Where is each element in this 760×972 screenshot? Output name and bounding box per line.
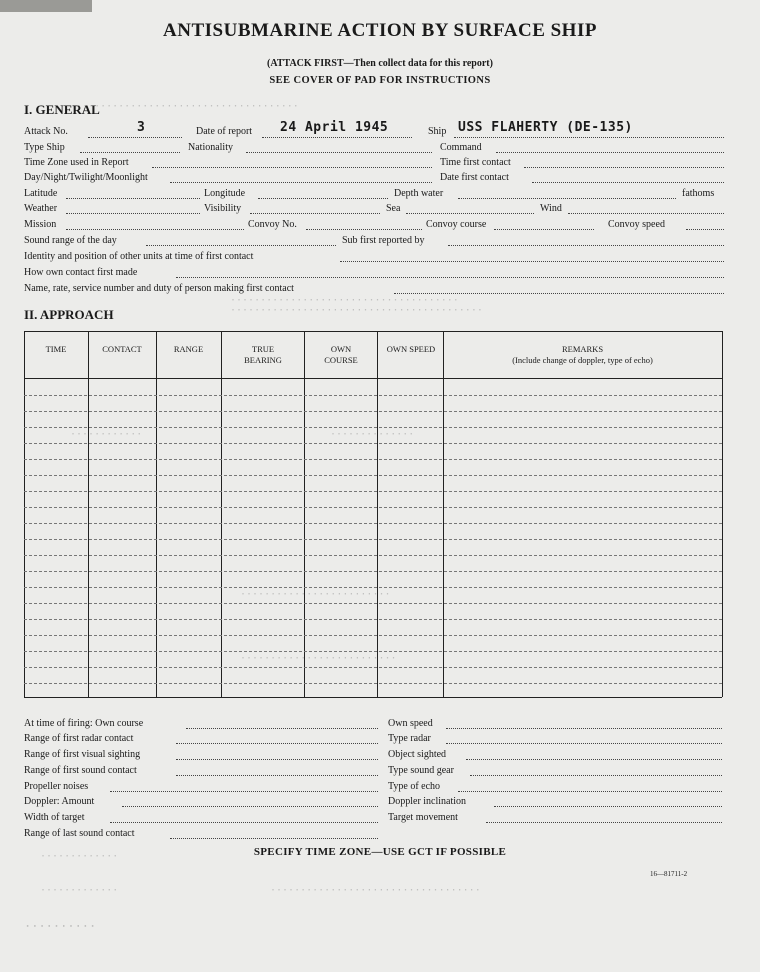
bleed-through-text: ...................................... bbox=[230, 296, 459, 307]
table-row bbox=[24, 475, 722, 476]
latitude-label: Latitude bbox=[24, 188, 58, 199]
col-header-range: RANGE bbox=[173, 344, 204, 354]
col-header-own-course: OWN COURSE bbox=[324, 344, 358, 365]
remarks-note: (Include change of doppler, type of echo) bbox=[512, 355, 653, 365]
date-line bbox=[262, 137, 412, 138]
sub-first-reported-label: Sub first reported by bbox=[342, 235, 425, 246]
type-radar-line bbox=[446, 743, 722, 744]
table-row bbox=[24, 603, 722, 604]
identity-line bbox=[340, 261, 724, 262]
attack-no-value: 3 bbox=[137, 120, 146, 135]
table-top-border bbox=[24, 331, 722, 332]
table-row bbox=[24, 459, 722, 460]
table-row bbox=[24, 619, 722, 620]
column-divider bbox=[88, 331, 89, 697]
table-header-rule bbox=[24, 378, 722, 379]
table-row bbox=[24, 571, 722, 572]
target-movement-line bbox=[486, 822, 722, 823]
how-contact-line bbox=[176, 277, 724, 278]
column-divider bbox=[377, 331, 378, 697]
sea-line bbox=[406, 213, 534, 214]
name-rate-label: Name, rate, service number and duty of person making first contact bbox=[24, 283, 294, 294]
identity-label: Identity and position of other units at time of first contact bbox=[24, 251, 254, 262]
type-ship-label: Type Ship bbox=[24, 142, 65, 153]
depth-water-line bbox=[458, 198, 676, 199]
sound-range-line bbox=[146, 245, 336, 246]
column-divider bbox=[156, 331, 157, 697]
col-header-own-speed: OWN SPEED bbox=[386, 344, 436, 354]
ship-label: Ship bbox=[428, 126, 447, 137]
own-course-line bbox=[186, 728, 378, 729]
bleed-through-text: ...................................... bbox=[70, 102, 299, 113]
type-ship-line bbox=[80, 152, 180, 153]
propeller-noises-line bbox=[110, 791, 378, 792]
table-bottom-border bbox=[24, 697, 722, 698]
longitude-line bbox=[258, 198, 388, 199]
weather-line bbox=[66, 213, 200, 214]
own-course-label: At time of firing: Own course bbox=[24, 718, 144, 729]
table-row bbox=[24, 587, 722, 588]
time-zone-line bbox=[152, 167, 432, 168]
col-header-remarks bbox=[443, 344, 722, 366]
doppler-amount-line bbox=[122, 806, 378, 807]
nationality-label: Nationality bbox=[188, 142, 233, 153]
convoy-speed-line bbox=[686, 229, 724, 230]
visual-sighting-label: Range of first visual sighting bbox=[24, 749, 141, 760]
doppler-inclination-label: Doppler inclination bbox=[388, 796, 467, 807]
bleed-through-text: ................................... bbox=[270, 886, 481, 897]
radar-contact-label: Range of first radar contact bbox=[24, 733, 134, 744]
column-divider bbox=[443, 331, 444, 697]
bleed-through-text: ............ bbox=[70, 430, 143, 441]
radar-contact-line bbox=[176, 743, 378, 744]
sub-first-reported-line bbox=[448, 245, 724, 246]
table-row bbox=[24, 523, 722, 524]
latitude-line bbox=[66, 198, 200, 199]
section-approach-heading: II. APPROACH bbox=[24, 307, 114, 322]
visibility-label: Visibility bbox=[204, 203, 242, 214]
date-first-contact-line bbox=[532, 182, 724, 183]
table-row bbox=[24, 443, 722, 444]
how-contact-label: How own contact first made bbox=[24, 267, 138, 278]
bleed-through-text: ......................... bbox=[240, 590, 391, 601]
attack-no-label: Attack No. bbox=[24, 126, 68, 137]
sound-contact-line bbox=[176, 775, 378, 776]
last-sound-contact-label: Range of last sound contact bbox=[24, 828, 135, 839]
type-echo-label: Type of echo bbox=[388, 781, 441, 792]
time-zone-label: Time Zone used in Report bbox=[24, 157, 129, 168]
doppler-amount-label: Doppler: Amount bbox=[24, 796, 95, 807]
sound-range-label: Sound range of the day bbox=[24, 235, 117, 246]
visibility-line bbox=[250, 213, 380, 214]
last-sound-contact-line bbox=[170, 838, 378, 839]
attack-no-line bbox=[88, 137, 182, 138]
scan-edge-mark bbox=[0, 0, 92, 12]
width-target-label: Width of target bbox=[24, 812, 85, 823]
table-row bbox=[24, 635, 722, 636]
table-row bbox=[24, 427, 722, 428]
bleed-through-text: ............. bbox=[40, 886, 119, 897]
wind-line bbox=[568, 213, 724, 214]
form-title: ANTISUBMARINE ACTION BY SURFACE SHIP bbox=[163, 20, 597, 41]
sound-gear-label: Type sound gear bbox=[388, 765, 454, 776]
bleed-through-text: .............. bbox=[330, 430, 415, 441]
specify-time-zone-note: SPECIFY TIME ZONE—USE GCT IF POSSIBLE bbox=[253, 846, 507, 858]
command-label: Command bbox=[440, 142, 482, 153]
fathoms-label: fathoms bbox=[682, 188, 715, 199]
doppler-inclination-line bbox=[494, 806, 722, 807]
form-subtitle: (ATTACK FIRST—Then collect data for this report) bbox=[267, 58, 493, 69]
bleed-through-text: .......................... bbox=[240, 654, 397, 665]
own-speed-line bbox=[446, 728, 722, 729]
bleed-through-text: ............. bbox=[40, 852, 119, 863]
depth-water-label: Depth water bbox=[394, 188, 444, 199]
table-left-border bbox=[24, 331, 25, 697]
object-sighted-line bbox=[466, 759, 722, 760]
column-divider bbox=[221, 331, 222, 697]
table-row bbox=[24, 411, 722, 412]
column-divider bbox=[304, 331, 305, 697]
propeller-noises-label: Propeller noises bbox=[24, 781, 89, 792]
command-line bbox=[496, 152, 724, 153]
col-header-true-bearing: TRUE BEARING bbox=[244, 344, 282, 365]
time-first-contact-line bbox=[524, 167, 724, 168]
table-row bbox=[24, 667, 722, 668]
table-right-border bbox=[722, 331, 723, 697]
col-header-contact: CONTACT bbox=[102, 344, 142, 354]
wind-label: Wind bbox=[540, 203, 562, 214]
mission-label: Mission bbox=[24, 219, 57, 230]
mission-line bbox=[66, 229, 244, 230]
convoy-no-line bbox=[306, 229, 422, 230]
form-number: 16—81711-2 bbox=[650, 870, 688, 878]
convoy-course-label: Convoy course bbox=[426, 219, 487, 230]
name-rate-line bbox=[394, 293, 724, 294]
sound-contact-label: Range of first sound contact bbox=[24, 765, 137, 776]
convoy-no-label: Convoy No. bbox=[248, 219, 297, 230]
width-target-line bbox=[110, 822, 378, 823]
day-night-label: Day/Night/Twilight/Moonlight bbox=[24, 172, 148, 183]
table-row bbox=[24, 555, 722, 556]
sound-gear-line bbox=[470, 775, 722, 776]
bleed-through-text: .......... bbox=[24, 922, 97, 936]
ship-line bbox=[454, 137, 724, 138]
type-echo-line bbox=[458, 791, 722, 792]
weather-label: Weather bbox=[24, 203, 58, 214]
own-speed-label: Own speed bbox=[388, 718, 433, 729]
date-first-contact-label: Date first contact bbox=[440, 172, 509, 183]
table-row bbox=[24, 683, 722, 684]
convoy-course-line bbox=[494, 229, 594, 230]
convoy-speed-label: Convoy speed bbox=[608, 219, 665, 230]
date-of-report-label: Date of report bbox=[196, 126, 253, 137]
ship-value: USS FLAHERTY (DE-135) bbox=[458, 120, 633, 135]
type-radar-label: Type radar bbox=[388, 733, 431, 744]
table-row bbox=[24, 395, 722, 396]
target-movement-label: Target movement bbox=[388, 812, 458, 823]
bleed-through-text: .......................................... bbox=[230, 306, 483, 317]
table-row bbox=[24, 491, 722, 492]
section-general-heading: I. GENERAL bbox=[24, 102, 100, 117]
table-row bbox=[24, 651, 722, 652]
date-of-report-value: 24 April 1945 bbox=[280, 120, 389, 135]
day-night-line bbox=[170, 182, 432, 183]
sea-label: Sea bbox=[386, 203, 401, 214]
longitude-label: Longitude bbox=[204, 188, 246, 199]
table-row bbox=[24, 507, 722, 508]
object-sighted-label: Object sighted bbox=[388, 749, 447, 760]
table-row bbox=[24, 539, 722, 540]
remarks-title: REMARKS bbox=[561, 344, 604, 354]
col-header-time: TIME bbox=[45, 344, 67, 354]
nationality-line bbox=[246, 152, 432, 153]
form-instructions: SEE COVER OF PAD FOR INSTRUCTIONS bbox=[269, 75, 491, 86]
time-first-contact-label: Time first contact bbox=[440, 157, 511, 168]
visual-sighting-line bbox=[176, 759, 378, 760]
